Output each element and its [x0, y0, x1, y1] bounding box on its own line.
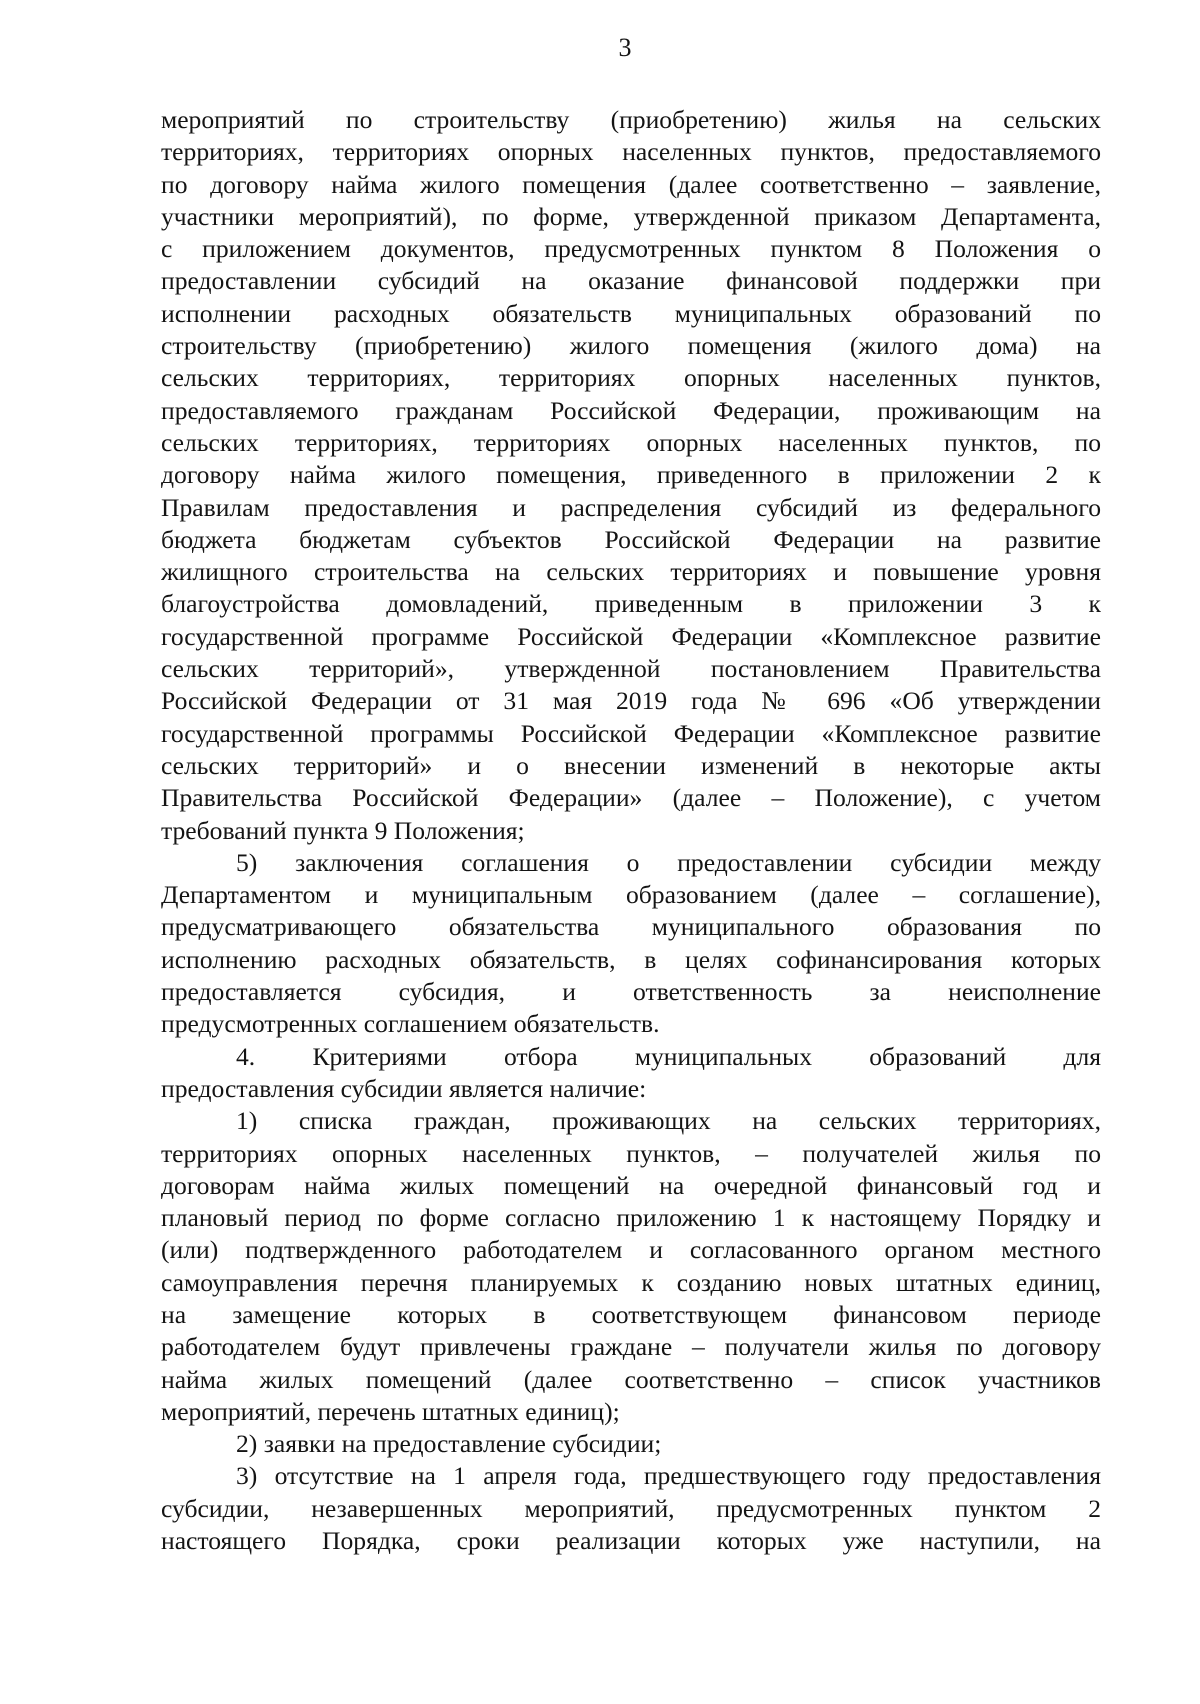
text-line: исполнению расходных обязательств, в целях софинансирования которых	[161, 944, 1101, 974]
text-line: исполнении расходных обязательств муниципальных образований по	[161, 298, 1101, 328]
text-line: 1) списка граждан, проживающих на сельских территориях,	[236, 1106, 1101, 1136]
text-line: работодателем будут привлечены граждане – получатели жилья по договору	[161, 1332, 1101, 1362]
text-line: территориях опорных населенных пунктов, – получателей жилья по	[161, 1138, 1101, 1168]
text-line: самоуправления перечня планируемых к созданию новых штатных единиц,	[161, 1267, 1101, 1297]
text-line: с приложением документов, предусмотренных пунктом 8 Положения о	[161, 234, 1101, 264]
text-line: субсидии, незавершенных мероприятий, предусмотренных пунктом 2	[161, 1493, 1101, 1523]
text-line: мероприятий, перечень штатных единиц);	[161, 1396, 620, 1426]
text-line: плановый период по форме согласно приложению 1 к настоящему Порядку и	[161, 1203, 1101, 1233]
text-line: на замещение которых в соответствующем финансовом периоде	[161, 1299, 1101, 1329]
text-line: благоустройства домовладений, приведенным в приложении 3 к	[161, 589, 1101, 619]
text-line: требований пункта 9 Положения;	[161, 815, 525, 845]
text-line: сельских территорий» и о внесении изменений в некоторые акты	[161, 750, 1101, 780]
text-line: Правилам предоставления и распределения субсидий из федерального	[161, 492, 1101, 522]
text-line: 5) заключения соглашения о предоставлении субсидии между	[236, 847, 1101, 877]
text-line: государственной программе Российской Федерации «Комплексное развитие	[161, 621, 1101, 651]
text-line: мероприятий по строительству (приобретению) жилья на сельских	[161, 105, 1101, 134]
text-line: настоящего Порядка, сроки реализации которых уже наступили, на	[161, 1526, 1101, 1556]
text-line: предоставляемого гражданам Российской Федерации, проживающим на	[161, 395, 1101, 425]
text-line: бюджета бюджетам субъектов Российской Федерации на развитие	[161, 524, 1101, 554]
text-line: предоставления субсидии является наличие:	[161, 1073, 647, 1103]
text-line: (или) подтвержденного работодателем и согласованного органом местного	[161, 1235, 1101, 1265]
text-line: договору найма жилого помещения, приведенного в приложении 2 к	[161, 460, 1101, 490]
text-line: договорам найма жилых помещений на очередной финансовый год и	[161, 1170, 1101, 1200]
text-line: строительству (приобретению) жилого помещения (жилого дома) на	[161, 331, 1101, 361]
body-text	[161, 104, 1101, 1557]
text-line: Российской Федерации от 31 мая 2019 года № 696 «Об утверждении	[161, 686, 1101, 716]
text-line: 4. Критериями отбора муниципальных образований для	[236, 1041, 1101, 1071]
text-line: предоставлении субсидий на оказание финансовой поддержки при	[161, 266, 1101, 296]
text-line: сельских территориях, территориях опорных населенных пунктов,	[161, 363, 1101, 393]
text-line: предоставляется субсидия, и ответственность за неисполнение	[161, 977, 1101, 1007]
text-line: 3) отсутствие на 1 апреля года, предшествующего году предоставления	[236, 1461, 1101, 1491]
text-line: Правительства Российской Федерации» (далее – Положение), с учетом	[161, 783, 1101, 813]
text-line: сельских территорий», утвержденной постановлением Правительства	[161, 654, 1101, 684]
text-line: государственной программы Российской Федерации «Комплексное развитие	[161, 718, 1101, 748]
page-number: 3	[618, 33, 632, 62]
text-line: сельских территориях, территориях опорных населенных пунктов, по	[161, 427, 1101, 457]
text-line: участники мероприятий), по форме, утвержденной приказом Департамента,	[161, 201, 1101, 231]
text-line: предусматривающего обязательства муниципального образования по	[161, 912, 1101, 942]
text-line: жилищного строительства на сельских территориях и повышение уровня	[161, 557, 1101, 587]
text-line: 2) заявки на предоставление субсидии;	[236, 1429, 662, 1459]
text-line: предусмотренных соглашением обязательств.	[161, 1009, 660, 1039]
text-line: территориях, территориях опорных населенных пунктов, предоставляемого	[161, 137, 1101, 167]
text-line: Департаментом и муниципальным образованием (далее – соглашение),	[161, 880, 1101, 910]
text-line: по договору найма жилого помещения (далее соответственно – заявление,	[161, 169, 1101, 199]
text-line: найма жилых помещений (далее соответственно – список участников	[161, 1364, 1101, 1394]
